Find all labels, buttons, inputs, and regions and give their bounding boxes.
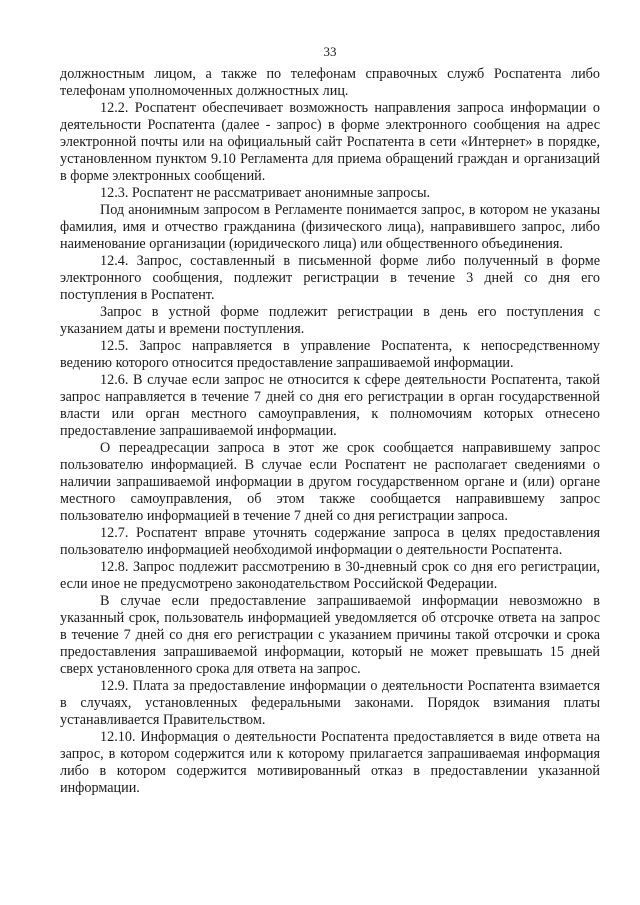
- paragraph-redirect-notice: О переадресации запроса в этот же срок сообщается направившему запрос пользователю информацией. В случае если Роспатент не располагает сведениями о наличии запрашиваемой информации в другом государственном органе и (или) органе местного самоуправления, об этом также сообщается направившему запрос пользователю информацией в течение 7 дней со дня регистрации запроса.: [60, 440, 600, 524]
- paragraph-12-10: 12.10. Информация о деятельности Роспатента предоставляется в виде ответа на запрос, в котором содержится или к которому прилагается запрашиваемая информация либо в котором содержится мотивированный отказ в предоставлении указанной информации.: [60, 729, 600, 796]
- paragraph-deferral: В случае если предоставление запрашиваемой информации невозможно в указанный срок, пользователь информацией уведомляется об отсрочке ответа на запрос в течение 7 дней со дня его регистрации с указанием причины такой отсрочки и срока предоставления запрашиваемой информации, который не может превышать 15 дней сверх установленного срока для ответа на запрос.: [60, 593, 600, 677]
- paragraph-12-2: 12.2. Роспатент обеспечивает возможность направления запроса информации о деятельности Роспатента (далее - запрос) в форме электронного сообщения на адрес электронной почты или на официальный сайт Роспатента в сети «Интернет» в порядке, установленном пунктом 9.10 Регламента для приема обращений граждан и организаций в форме электронных сообщений.: [60, 100, 600, 184]
- paragraph-12-5: 12.5. Запрос направляется в управление Роспатента, к непосредственному ведению которого относится предоставление запрашиваемой информации.: [60, 338, 600, 371]
- paragraph-12-4: 12.4. Запрос, составленный в письменной форме либо полученный в форме электронного сообщения, подлежит регистрации в течение 3 дней со дня его поступления в Роспатент.: [60, 253, 600, 303]
- paragraph-12-6: 12.6. В случае если запрос не относится к сфере деятельности Роспатента, такой запрос направляется в течение 7 дней со дня его регистрации в орган государственной власти или орган местного самоуправления, к полномочиям которых отнесено предоставление запрашиваемой информации.: [60, 372, 600, 439]
- paragraph-continuation: должностным лицом, а также по телефонам справочных служб Роспатента либо телефонам уполномоченных должностных лиц.: [60, 66, 600, 99]
- paragraph-anonymous-definition: Под анонимным запросом в Регламенте понимается запрос, в котором не указаны фамилия, имя и отчество гражданина (физического лица), направившего запрос, либо наименование организации (юридического лица) или общественного объединения.: [60, 202, 600, 252]
- paragraph-12-9: 12.9. Плата за предоставление информации о деятельности Роспатента взимается в случаях, установленных федеральными законами. Порядок взимания платы устанавливается Правительством.: [60, 678, 600, 728]
- paragraph-12-3: 12.3. Роспатент не рассматривает анонимные запросы.: [100, 185, 431, 201]
- page-number: 33: [323, 44, 337, 59]
- paragraph-12-8: 12.8. Запрос подлежит рассмотрению в 30-дневный срок со дня его регистрации, если иное не предусмотрено законодательством Российской Федерации.: [60, 559, 600, 592]
- document-page: [60, 44, 600, 797]
- paragraph-oral-request: Запрос в устной форме подлежит регистрации в день его поступления с указанием даты и времени поступления.: [60, 304, 600, 337]
- paragraph-12-7: 12.7. Роспатент вправе уточнять содержание запроса в целях предоставления пользователю информацией необходимой информации о деятельности Роспатента.: [60, 525, 600, 558]
